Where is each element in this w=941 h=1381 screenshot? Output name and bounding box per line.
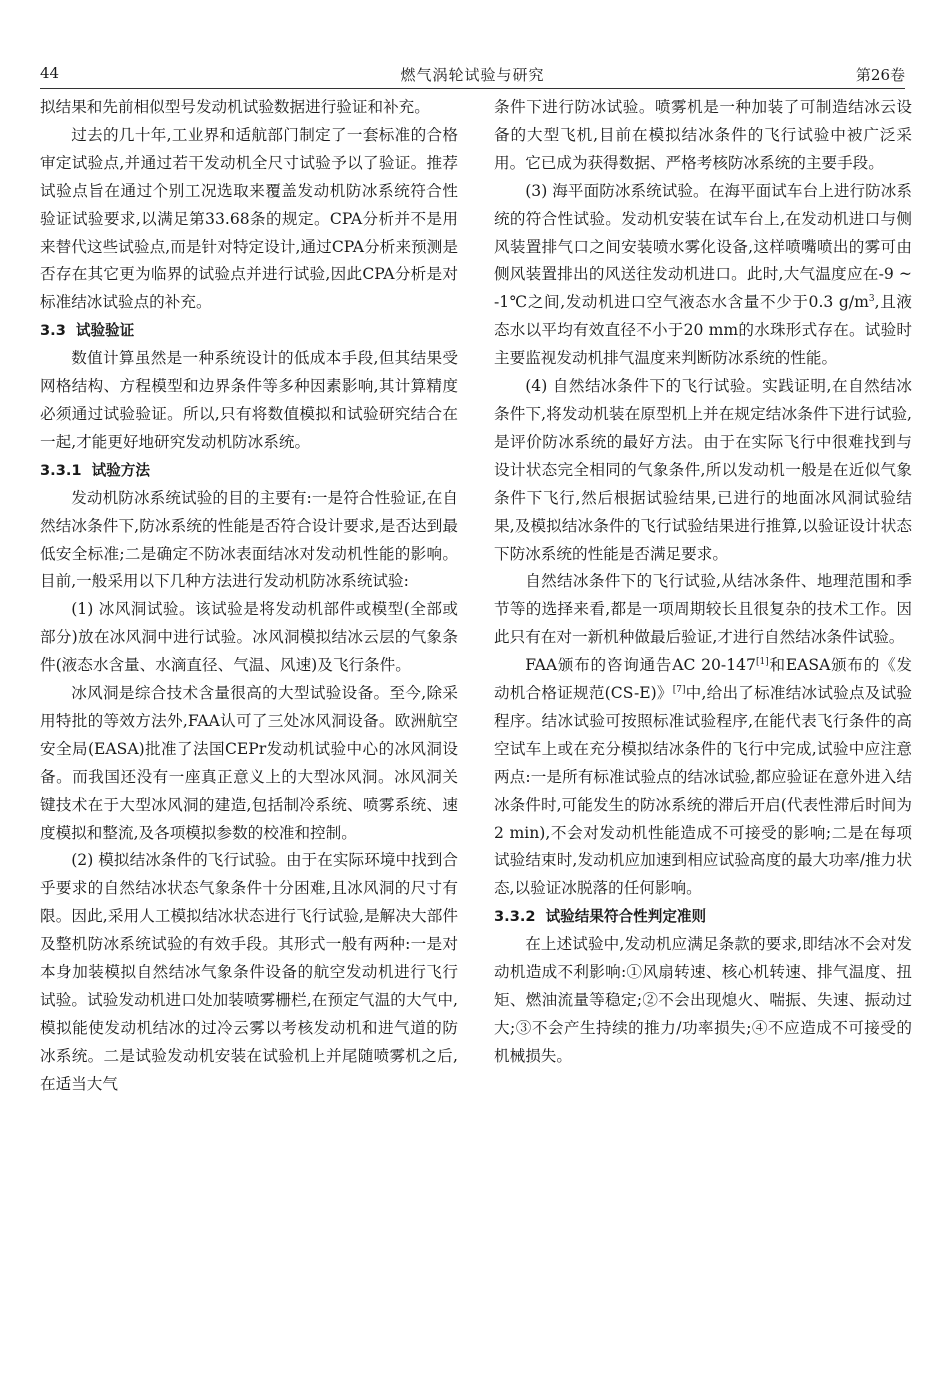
page-number: 44 <box>40 64 60 82</box>
text-run: 中,给出了标准结冰试验点及试验程序。结冰试验可按照标准试验程序,在能代表飞行条件的高空试车上或在充分模拟结冰条件的飞行中完成,试验中应注意两点:一是所有标准试验点的结冰试验,都应验证在意外进入结冰条件时,可能发生的防冰系统的滞后开启(代表性滞后时间为2 min),不会对发动机性能造成不可接受的影响;二是在每项试验结束时,发动机应加速到相应试验高度的最大功率/推力状态,以验证冰脱落的任何影响。 <box>494 684 912 898</box>
paragraph: 过去的几十年,工业界和适航部门制定了一套标准的合格审定试验点,并通过若干发动机全尺寸试验予以了验证。推荐试验点旨在通过个别工况选取来覆盖发动机防冰系统符合性验证试验要求,以满足第33.68条的规定。CPA分析并不是用来替代这些试验点,而是针对特定设计,通过CPA分析来预测是否存在其它更为临界的试验点并进行试验,因此CPA分析是对标准结冰试验点的补充。 <box>40 125 458 312</box>
volume-label: 第26卷 <box>855 66 905 84</box>
paragraph: 数值计算虽然是一种系统设计的低成本手段,但其结果受网格结构、方程模型和边界条件等多种因素影响,其计算精度必须通过试验验证。所以,只有将数值模拟和试验研究结合在一起,才能更好地研究发动机防冰系统。 <box>40 349 458 451</box>
paragraph <box>494 652 912 903</box>
section-title: 试验验证 <box>75 322 135 340</box>
paragraph: 自然结冰条件下的飞行试验,从结冰条件、地理范围和季节等的选择来看,都是一项周期较长且很复杂的技术工作。因此只有在对一新机种做最后验证,才进行自然结冰条件试验。 <box>494 572 912 647</box>
right-column <box>494 94 912 1071</box>
text-run: (3) 海平面防冰系统试验。在海平面试车台上进行防冰系统的符合性试验。发动机安装在试车台上,在发动机进口与侧风装置排气口之间安装喷水雾化设备,这样喷嘴喷出的雾可由侧风装置排出的风送往发动机进口。此时,大气温度应在-9 ~ -1℃之间,发动机进口空气液态水含量不少于0.3 g/m <box>494 181 912 312</box>
citation[interactable]: [1] <box>755 656 769 667</box>
paragraph: 发动机防冰系统试验的目的主要有:一是符合性验证,在自然结冰条件下,防冰系统的性能是否符合设计要求,是否达到最低安全标准;二是确定不防冰表面结冰对发动机性能的影响。目前,一般采用以下几种方法进行发动机防冰系统试验: <box>40 488 458 591</box>
section-title: 试验方法 <box>91 461 150 479</box>
paragraph: (2) 模拟结冰条件的飞行试验。由于在实际环境中找到合乎要求的自然结冰状态气象条件十分困难,且冰风洞的尺寸有限。因此,采用人工模拟结冰状态进行飞行试验,是解决大部件及整机防冰系统试验的有效手段。其形式一般有两种:一是对本身加装模拟自然结冰气象条件设备的航空发动机进行飞行试验。试验发动机进口处加装喷雾栅栏,在预定气温的大气中,模拟能使发动机结冰的过冷云雾以考核发动机和进气道的防冰系统。二是试验发动机安装在试验机上并尾随喷雾机之后,在适当大气 <box>40 851 458 1093</box>
page-header <box>40 62 905 89</box>
text-run: FAA颁布的咨询通告AC 20-147 <box>525 656 756 675</box>
section-title: 试验结果符合性判定准则 <box>545 908 707 926</box>
text-run: ,且液态水以平均有效直径不小于20 mm的水珠形式存在。试验时主要监视发动机排气温度来判断防冰系统的性能。 <box>494 293 912 368</box>
text-run: 和EASA颁布的《发动机合格证规范(CS-E)》 <box>494 656 913 703</box>
paragraph <box>494 178 912 373</box>
paragraph: 拟结果和先前相似型号发动机试验数据进行验证和补充。 <box>40 98 430 116</box>
section-number: 3.3.1 <box>40 461 82 479</box>
paragraph: 在上述试验中,发动机应满足条款的要求,即结冰不会对发动机造成不利影响:①风扇转速、核心机转速、排气温度、扭矩、燃油流量等稳定;②不会出现熄火、喘振、失速、振动过大;③不会产生持续的推力/功率损失;④不应造成不可接受的机械损失。 <box>494 935 912 1065</box>
paragraph: (1) 冰风洞试验。该试验是将发动机部件或模型(全部或部分)放在冰风洞中进行试验。冰风洞模拟结冰云层的气象条件(液态水含量、水滴直径、气温、风速)及飞行条件。 <box>40 600 458 675</box>
left-column <box>40 94 458 1099</box>
citation[interactable]: [7] <box>672 684 686 695</box>
section-heading-3-3 <box>40 317 458 345</box>
section-heading-3-3-1 <box>40 457 458 485</box>
section-number: 3.3 <box>40 322 66 340</box>
journal-title: 燃气涡轮试验与研究 <box>400 66 545 84</box>
paragraph: 条件下进行防冰试验。喷雾机是一种加装了可制造结冰云设备的大型飞机,目前在模拟结冰条件的飞行试验中被广泛采用。它已成为获得数据、严格考核防冰系统的主要手段。 <box>494 98 912 172</box>
section-number: 3.3.2 <box>494 908 536 926</box>
paragraph: (4) 自然结冰条件下的飞行试验。实践证明,在自然结冰条件下,将发动机装在原型机上并在规定结冰条件下进行试验,是评价防冰系统的最好方法。由于在实际飞行中很难找到与设计状态完全相同的气象条件,所以发动机一般是在近似气象条件下飞行,然后根据试验结果,已进行的地面冰风洞试验结果,及模拟结冰条件的飞行试验结果进行推算,以验证设计状态下防冰系统的性能是否满足要求。 <box>494 377 912 563</box>
superscript: 3 <box>868 294 875 305</box>
paragraph: 冰风洞是综合技术含量很高的大型试验设备。至今,除采用特批的等效方法外,FAA认可了三处冰风洞设备。欧洲航空安全局(EASA)批准了法国CEPr发动机试验中心的冰风洞设备。而我国还没有一座真正意义上的大型冰风洞。冰风洞关键技术在于大型冰风洞的建造,包括制冷系统、喷雾系统、速度模拟和整流,及各项模拟参数的校准和控制。 <box>40 684 458 842</box>
section-heading-3-3-2 <box>494 903 912 931</box>
